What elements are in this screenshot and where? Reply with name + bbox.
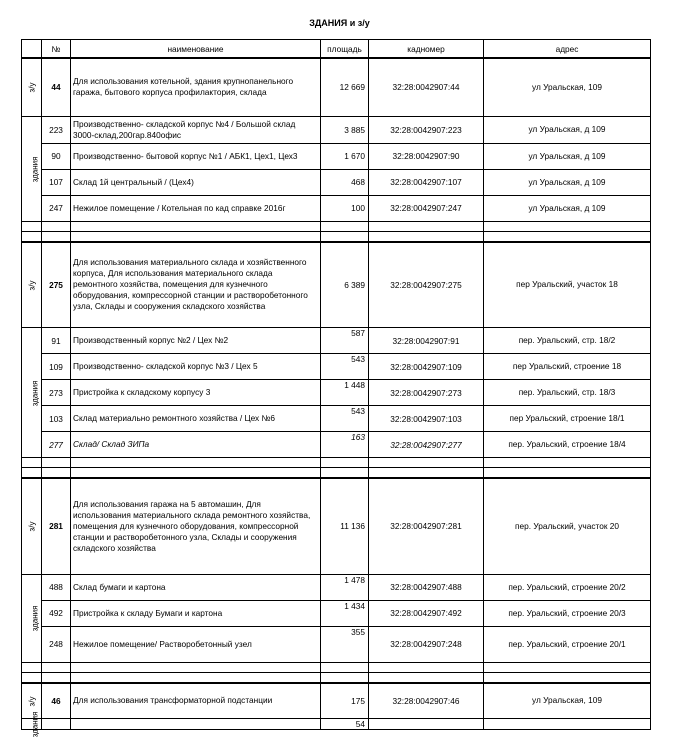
separator-cell	[484, 231, 651, 242]
separator-cell	[369, 458, 484, 468]
building-row	[22, 143, 651, 169]
building-row	[22, 406, 651, 432]
separator-row	[22, 221, 651, 231]
row-name: Производственно- складской корпус №3 / Цех 5	[71, 354, 321, 380]
buildings-label	[22, 116, 42, 221]
row-area: 175	[321, 683, 369, 719]
type-column-header	[22, 40, 42, 59]
row-cadastral-number	[369, 719, 484, 730]
row-address: пер. Уральский, строение 20/2	[484, 574, 651, 600]
row-number	[42, 719, 71, 730]
row-address: пер Уральский, строение 18	[484, 354, 651, 380]
row-number: 275	[42, 242, 71, 328]
separator-cell	[484, 662, 651, 672]
separator-cell	[484, 221, 651, 231]
land-plot-label-text: з/у	[26, 82, 36, 93]
row-name: Для использования материального склада и хозяйственного корпуса, Для использования материального склада ремонтного хозяйства, помещения для кузнечного оборудования, компрессорной станции и растворобетонного узла, Склады и сооружения складского хозяйства	[71, 242, 321, 328]
row-cadastral-number: 32:28:0042907:488	[369, 574, 484, 600]
land-plot-label	[22, 478, 42, 574]
land-plot-row	[22, 242, 651, 328]
separator-cell	[484, 458, 651, 468]
separator-cell	[484, 468, 651, 479]
buildings-label-text: здания	[30, 605, 40, 632]
row-cadastral-number: 32:28:0042907:90	[369, 143, 484, 169]
row-area: 54	[321, 719, 369, 730]
row-number: 103	[42, 406, 71, 432]
row-name: Пристройка к складскому корпусу 3	[71, 380, 321, 406]
row-area: 12 669	[321, 58, 369, 116]
row-address: ул Уральская, 109	[484, 683, 651, 719]
row-address: ул Уральская, д 109	[484, 169, 651, 195]
row-number: 248	[42, 626, 71, 662]
row-number: 109	[42, 354, 71, 380]
row-address	[484, 719, 651, 730]
row-name: Для использования котельной, здания крупнопанельного гаража, бытового корпуса профилактория, склада	[71, 58, 321, 116]
separator-cell	[369, 662, 484, 672]
separator-cell	[42, 221, 71, 231]
row-area: 100	[321, 195, 369, 221]
name-column-header: наименование	[71, 40, 321, 59]
row-address: пер. Уральский, строение 20/3	[484, 600, 651, 626]
buildings-label	[22, 328, 42, 458]
building-row	[22, 626, 651, 662]
separator-cell	[42, 458, 71, 468]
row-cadastral-number: 32:28:0042907:223	[369, 116, 484, 143]
row-address: пер Уральский, участок 18	[484, 242, 651, 328]
separator-cell	[321, 221, 369, 231]
row-address: ул Уральская, д 109	[484, 143, 651, 169]
separator-cell	[22, 458, 42, 468]
separator-cell	[22, 221, 42, 231]
separator-cell	[369, 221, 484, 231]
building-row	[22, 195, 651, 221]
page-title: ЗДАНИЯ и з/у	[309, 18, 370, 28]
row-area: 543	[321, 406, 369, 432]
land-plot-label-text: з/у	[26, 696, 36, 707]
row-number: 273	[42, 380, 71, 406]
row-area: 543	[321, 354, 369, 380]
separator-cell	[71, 468, 321, 479]
row-area: 6 389	[321, 242, 369, 328]
separator-cell	[71, 458, 321, 468]
row-cadastral-number: 32:28:0042907:248	[369, 626, 484, 662]
row-address: ул Уральская, д 109	[484, 116, 651, 143]
row-address: пер. Уральский, стр. 18/3	[484, 380, 651, 406]
land-plot-label	[22, 58, 42, 116]
separator-cell	[321, 231, 369, 242]
buildings-label-text: здания	[30, 380, 40, 406]
separator-cell	[42, 662, 71, 672]
buildings-label-text: здания	[30, 711, 40, 737]
row-cadastral-number: 32:28:0042907:273	[369, 380, 484, 406]
row-number: 90	[42, 143, 71, 169]
row-area: 1 478	[321, 574, 369, 600]
row-area: 587	[321, 328, 369, 354]
row-area: 3 885	[321, 116, 369, 143]
row-address: ул Уральская, д 109	[484, 195, 651, 221]
row-number: 247	[42, 195, 71, 221]
building-row	[22, 169, 651, 195]
row-name: Склад бумаги и картона	[71, 574, 321, 600]
row-name: Пристройка к складу Бумаги и картона	[71, 600, 321, 626]
table-body	[22, 58, 651, 737]
row-cadastral-number: 32:28:0042907:275	[369, 242, 484, 328]
area-column-header: площадь	[321, 40, 369, 59]
separator-cell	[71, 231, 321, 242]
cadastral-column-header: кадномер	[369, 40, 484, 59]
row-area: 11 136	[321, 478, 369, 574]
separator-cell	[71, 221, 321, 231]
row-address: пер. Уральский, строение 20/1	[484, 626, 651, 662]
row-number: 91	[42, 328, 71, 354]
row-address: пер Уральский, строение 18/1	[484, 406, 651, 432]
row-cadastral-number: 32:28:0042907:44	[369, 58, 484, 116]
separator-cell	[369, 468, 484, 479]
separator-row	[22, 672, 651, 683]
building-row	[22, 328, 651, 354]
buildings-label	[22, 711, 42, 737]
row-name: Для использования гаража на 5 автомашин, Для использования материального склада ремонтного хозяйства, помещения для кузнечного оборудования, компрессорной станции и растворобетонного узла, Склады и сооружения складского хозяйства	[71, 478, 321, 574]
row-address: ул Уральская, 109	[484, 58, 651, 116]
row-cadastral-number: 32:28:0042907:281	[369, 478, 484, 574]
building-row	[22, 116, 651, 143]
separator-cell	[321, 458, 369, 468]
land-plot-label	[22, 242, 42, 328]
separator-cell	[369, 231, 484, 242]
separator-cell	[71, 672, 321, 683]
separator-cell	[369, 672, 484, 683]
separator-cell	[42, 672, 71, 683]
row-address: пер. Уральский, участок 20	[484, 478, 651, 574]
row-cadastral-number: 32:28:0042907:109	[369, 354, 484, 380]
row-name	[71, 719, 321, 730]
building-row	[22, 600, 651, 626]
row-area: 1 448	[321, 380, 369, 406]
row-name: Склад материально ремонтного хозяйства / Цех №6	[71, 406, 321, 432]
row-cadastral-number: 32:28:0042907:46	[369, 683, 484, 719]
row-name: Производственно- бытовой корпус №1 / АБК1, Цех1, Цех3	[71, 143, 321, 169]
row-number: 46	[42, 683, 71, 719]
row-number: 107	[42, 169, 71, 195]
row-number: 277	[42, 432, 71, 458]
row-cadastral-number: 32:28:0042907:277	[369, 432, 484, 458]
separator-cell	[22, 662, 42, 672]
building-row	[22, 719, 651, 730]
row-number: 281	[42, 478, 71, 574]
number-column-header: №	[42, 40, 71, 59]
separator-row	[22, 231, 651, 242]
separator-cell	[321, 662, 369, 672]
row-cadastral-number: 32:28:0042907:103	[369, 406, 484, 432]
row-area: 1 434	[321, 600, 369, 626]
property-table	[21, 39, 651, 737]
separator-cell	[71, 662, 321, 672]
row-name: Производственно- складской корпус №4 / Большой склад 3000-склад,200гар.840офис	[71, 116, 321, 143]
row-name: Производственный корпус №2 / Цех №2	[71, 328, 321, 354]
land-plot-label-text: з/у	[26, 280, 36, 291]
row-area: 355	[321, 626, 369, 662]
row-number: 223	[42, 116, 71, 143]
land-plot-row	[22, 683, 651, 719]
separator-cell	[321, 672, 369, 683]
building-row	[22, 380, 651, 406]
row-name: Нежилое помещение/ Растворобетонный узел	[71, 626, 321, 662]
separator-row	[22, 468, 651, 479]
separator-cell	[484, 672, 651, 683]
row-cadastral-number: 32:28:0042907:91	[369, 328, 484, 354]
row-number: 492	[42, 600, 71, 626]
separator-cell	[42, 468, 71, 479]
table-header-row	[22, 40, 651, 59]
buildings-label	[22, 574, 42, 662]
row-area: 468	[321, 169, 369, 195]
separator-row	[22, 458, 651, 468]
land-plot-row	[22, 478, 651, 574]
address-column-header: адрес	[484, 40, 651, 59]
separator-cell	[42, 231, 71, 242]
land-plot-label-text: з/у	[26, 521, 36, 532]
row-cadastral-number: 32:28:0042907:107	[369, 169, 484, 195]
row-cadastral-number: 32:28:0042907:492	[369, 600, 484, 626]
row-name: Для использования трансформаторной подстанции	[71, 683, 321, 719]
building-row	[22, 432, 651, 458]
building-row	[22, 354, 651, 380]
row-cadastral-number: 32:28:0042907:247	[369, 195, 484, 221]
separator-cell	[22, 468, 42, 479]
row-number: 488	[42, 574, 71, 600]
row-area: 163	[321, 432, 369, 458]
land-plot-row	[22, 58, 651, 116]
row-name: Склад 1й центральный / (Цех4)	[71, 169, 321, 195]
separator-cell	[22, 231, 42, 242]
row-number: 44	[42, 58, 71, 116]
row-address: пер. Уральский, стр. 18/2	[484, 328, 651, 354]
row-name: Нежилое помещение / Котельная по кад справке 2016г	[71, 195, 321, 221]
separator-cell	[321, 468, 369, 479]
row-area: 1 670	[321, 143, 369, 169]
row-name: Склад/ Склад ЗИПа	[71, 432, 321, 458]
building-row	[22, 574, 651, 600]
separator-cell	[22, 672, 42, 683]
separator-row	[22, 662, 651, 672]
row-address: пер. Уральский, строение 18/4	[484, 432, 651, 458]
buildings-label-text: здания	[30, 156, 40, 182]
